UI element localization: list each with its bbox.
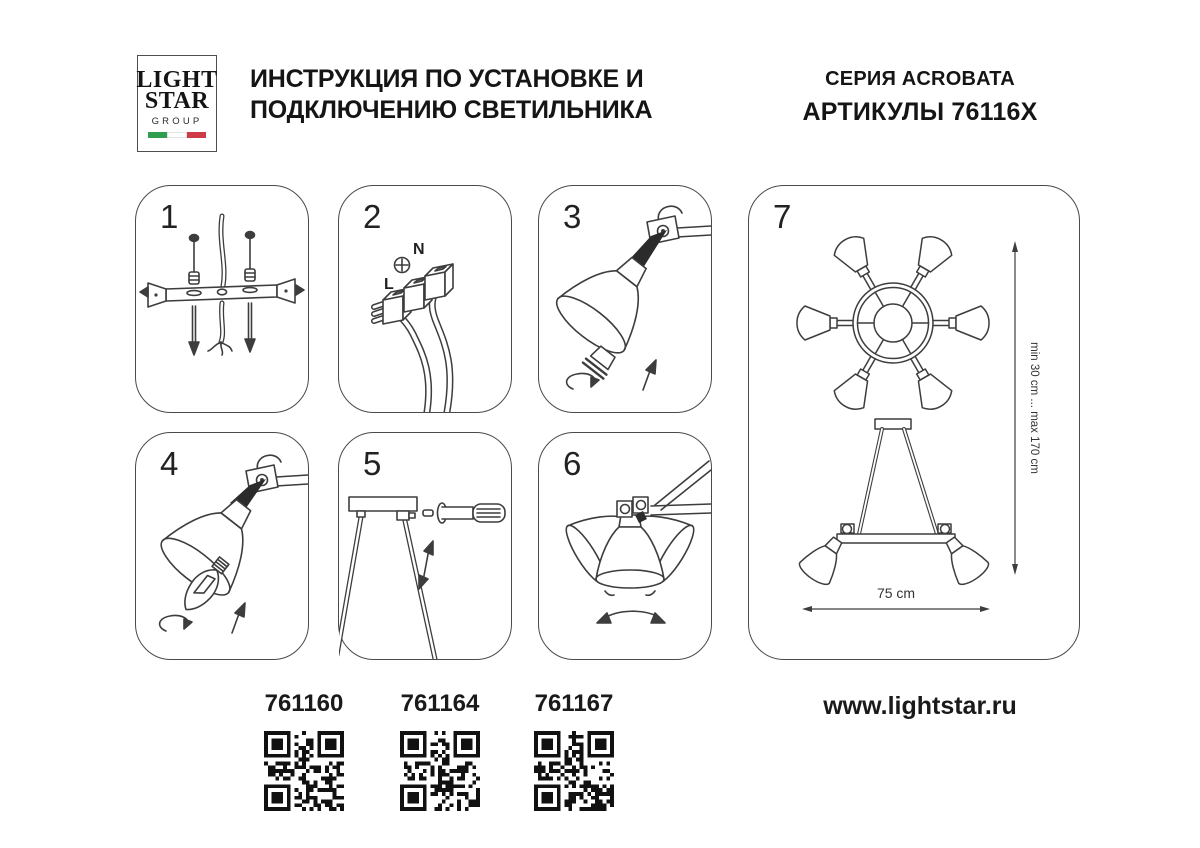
rotate-arrow-icon — [160, 615, 192, 631]
screwdriver-icon — [423, 503, 505, 523]
rim-swivel-ticks — [605, 591, 655, 595]
radial-arm — [797, 231, 989, 414]
up-arrow-icon — [232, 603, 245, 633]
article-group — [509, 690, 639, 816]
logo-flag-green — [148, 132, 167, 138]
lamp-arm — [651, 461, 711, 515]
page-title-line1: ИНСТРУКЦИЯ ПО УСТАНОВКЕ И — [250, 65, 644, 93]
article-code: 761164 — [400, 690, 480, 717]
step-number: 6 — [563, 445, 582, 482]
width-dimension — [802, 606, 990, 612]
article-code: 761160 — [264, 690, 344, 717]
series-name: СЕРИЯ ACROBATA — [825, 68, 1015, 90]
up-down-arrow-icon — [419, 541, 433, 589]
step-number: 1 — [160, 198, 179, 235]
page-title — [250, 64, 652, 126]
earth-symbol-icon — [395, 258, 410, 273]
logo-word-group: GROUP — [151, 115, 203, 127]
wire-label-live: L — [384, 276, 394, 293]
lightstar-logo — [137, 55, 217, 152]
step-6-card — [538, 432, 712, 660]
swivel-arrow-icon — [597, 611, 665, 623]
article-group — [239, 690, 369, 816]
page-title-line2: ПОДКЛЮЧЕНИЮ СВЕТИЛЬНИКА — [250, 96, 653, 124]
step-number: 2 — [363, 198, 382, 235]
screw-icon — [245, 232, 255, 281]
logo-word-star: STAR — [144, 87, 210, 114]
logo-word-light: LIGHT — [136, 66, 218, 93]
screw-icon — [189, 235, 199, 284]
logo-italian-flag — [148, 132, 206, 138]
step-7-illustration — [749, 186, 1079, 659]
height-dimension-label: min 30 cm ... max 170 cm — [1028, 342, 1040, 474]
step-number: 7 — [773, 198, 792, 235]
step-2-card — [338, 185, 512, 413]
up-arrow-icon — [643, 360, 656, 390]
step-4-card — [135, 432, 309, 660]
article-code: 761167 — [534, 690, 614, 717]
wall-anchor-icon — [245, 303, 255, 352]
height-dimension — [1012, 241, 1018, 575]
logo-flag-red — [187, 132, 206, 138]
wire-label-neutral: N — [413, 241, 425, 258]
step-number: 4 — [160, 445, 179, 482]
qr-code — [534, 731, 614, 811]
step-3-card — [538, 185, 712, 413]
website-url: www.lightstar.ru — [823, 692, 1017, 720]
step-5-card — [338, 432, 512, 660]
rotate-arrow-icon — [567, 373, 599, 389]
qr-code — [264, 731, 344, 811]
chandelier-top-view — [797, 231, 989, 414]
series-block — [800, 68, 1040, 127]
step-1-card — [135, 185, 309, 413]
ceiling-plate — [349, 497, 417, 520]
ceiling-wire-icon — [208, 216, 232, 355]
wall-anchor-icon — [189, 306, 199, 355]
push-arrow-left — [140, 287, 148, 297]
step-number: 5 — [363, 445, 382, 482]
width-dimension-label: 75 cm — [876, 585, 916, 601]
chandelier-side-view — [796, 419, 992, 588]
terminal-block — [374, 264, 453, 324]
lamp-shade — [549, 237, 672, 362]
step-7-card — [748, 185, 1080, 660]
step-number: 3 — [563, 198, 582, 235]
lamp-arm — [230, 455, 308, 511]
logo-flag-white — [167, 132, 186, 138]
push-arrow-right — [296, 285, 304, 295]
lamp-arm — [629, 206, 711, 268]
article-group — [375, 690, 505, 816]
articles-code: АРТИКУЛЫ 76116X — [802, 98, 1038, 126]
qr-code — [400, 731, 480, 811]
